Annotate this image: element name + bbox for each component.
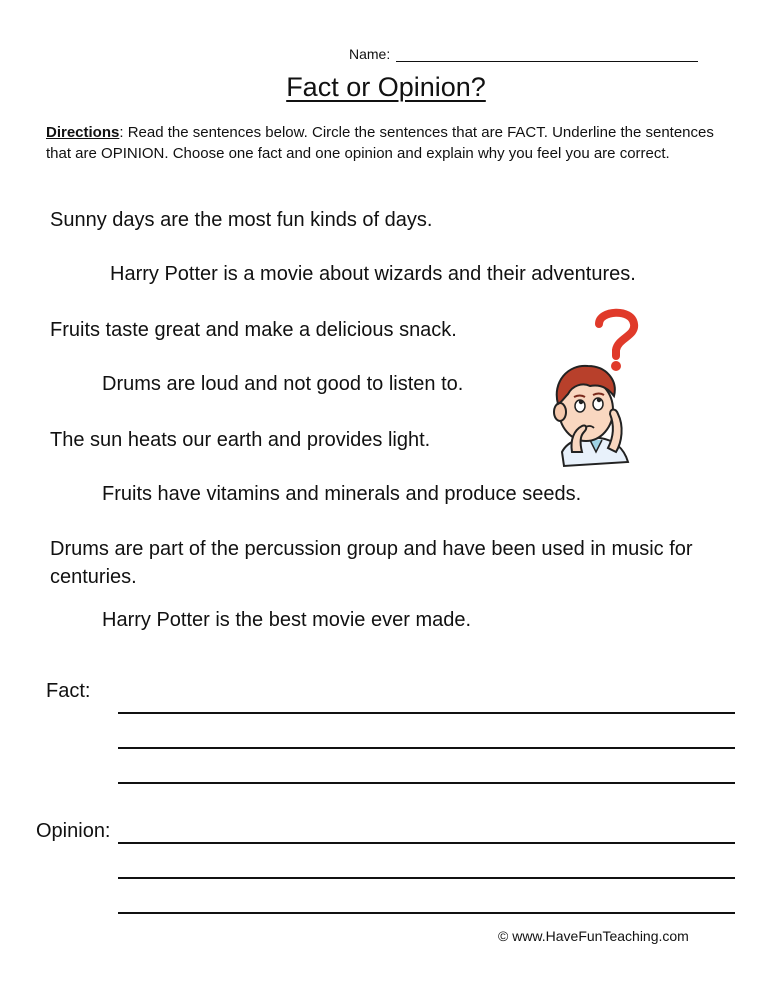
sentence-2[interactable]: Harry Potter is a movie about wizards and their adventures. [110, 263, 636, 285]
sentence-4[interactable]: Drums are loud and not good to listen to. [102, 373, 464, 395]
fact-line-2[interactable] [118, 747, 735, 749]
fact-line-3[interactable] [118, 782, 735, 784]
sentence-3[interactable]: Fruits taste great and make a delicious snack. [50, 319, 457, 341]
copyright-footer: © www.HaveFunTeaching.com [498, 928, 689, 944]
sentence-6[interactable]: Fruits have vitamins and minerals and produce seeds. [102, 483, 582, 505]
thinking-boy-icon [544, 302, 644, 468]
sentence-7[interactable]: Drums are part of the percussion group and have been used in music for centuries. [50, 538, 693, 588]
opinion-line-1[interactable] [118, 842, 735, 844]
question-mark-icon [599, 313, 634, 371]
opinion-label: Opinion: [36, 820, 111, 842]
sentence-8[interactable]: Harry Potter is the best movie ever made. [102, 609, 472, 631]
directions-label: Directions [46, 124, 120, 141]
name-label: Name: [349, 46, 391, 62]
sentence-5[interactable]: The sun heats our earth and provides light. [50, 429, 431, 451]
directions-text: : Read the sentences below. Circle the sentences that are FACT. Underline the sentences that are OPINION. Choose one fact and one opinion and explain why you feel you are correct. [46, 124, 714, 162]
page-title: Fact or Opinion? [286, 72, 486, 102]
name-field [349, 46, 698, 62]
opinion-line-3[interactable] [118, 912, 735, 914]
name-write-line[interactable] [396, 47, 698, 62]
fact-label: Fact: [46, 680, 91, 702]
directions [46, 122, 726, 164]
opinion-line-2[interactable] [118, 877, 735, 879]
fact-line-1[interactable] [118, 712, 735, 714]
sentence-1[interactable]: Sunny days are the most fun kinds of days. [50, 209, 433, 231]
